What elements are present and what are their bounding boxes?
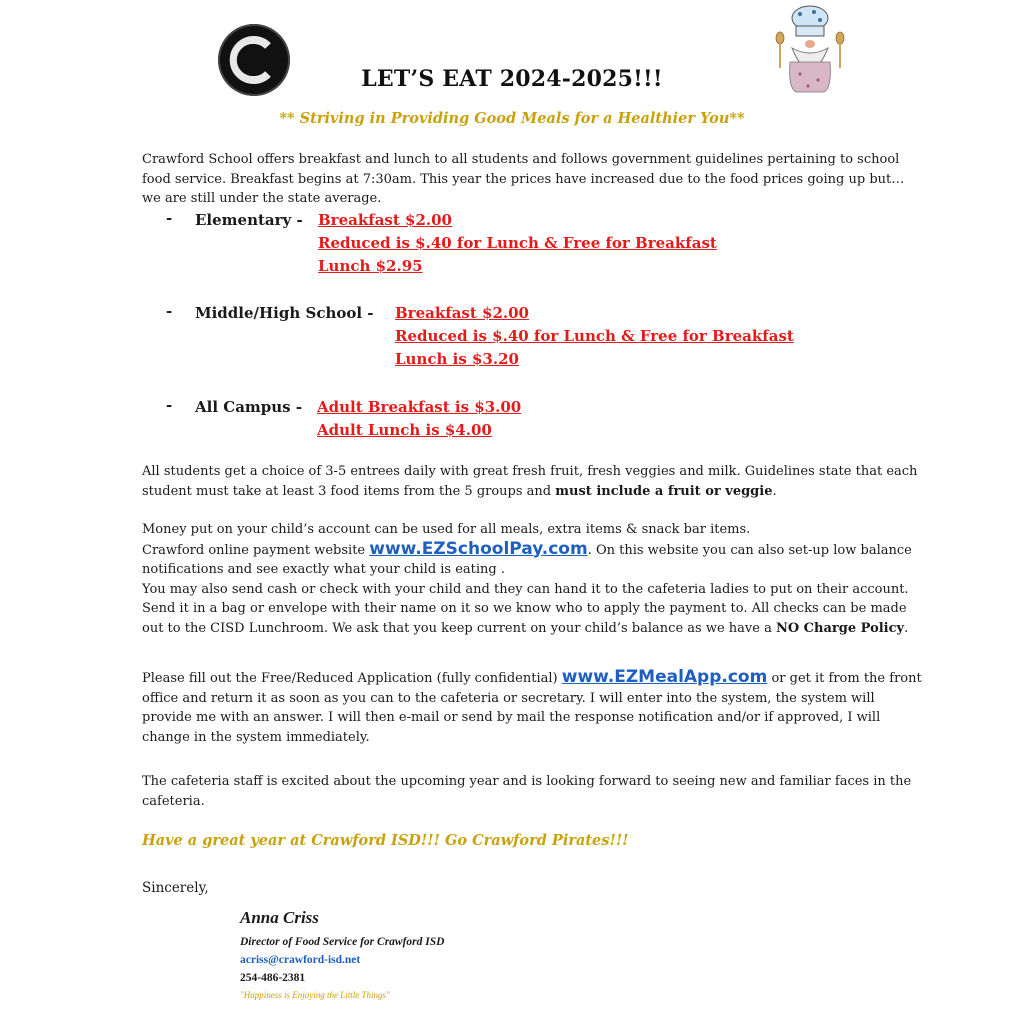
money-paragraph: Money put on your child’s account can be used for all meals, extra items & snack bar items. Crawford online payment website www.EZSchoolPay.com. On this website you can also set-up low balance notifications and see exactly what your child is eating . You may also send cash or check with your child and they can hand it to the cafeteria ladies to put on their account. Send it in a bag or envelope with their name on it so we know who to apply the payment to. All checks can be made out to the CISD Lunchroom. We ask that you keep current on your child’s balance as we have a NO Charge Policy. <box>142 522 912 636</box>
entrees-paragraph: All students get a choice of 3-5 entrees daily with great fresh fruit, fresh veggies and milk. Guidelines state that each student must take at least 3 food items from the 5 groups and must include a fruit or veggie. <box>142 464 918 499</box>
middle-high-prices <box>395 302 794 371</box>
price-line: Reduced is $.40 for Lunch & Free for Breakfast <box>395 327 794 345</box>
price-line: Reduced is $.40 for Lunch & Free for Breakfast <box>318 234 717 252</box>
price-line: Lunch is $3.20 <box>395 350 519 368</box>
price-line: Breakfast $2.00 <box>318 211 452 229</box>
list-bullet: - <box>166 302 173 320</box>
ezschoolpay-link[interactable]: www.EZSchoolPay.com <box>369 538 588 559</box>
staff-paragraph: The cafeteria staff is excited about the upcoming year and is looking forward to seeing new and familiar faces in the cafeteria. <box>142 774 912 809</box>
list-bullet: - <box>166 396 173 414</box>
intro-paragraph: Crawford School offers breakfast and lunch to all students and follows government guidelines pertaining to school food service. Breakfast begins at 7:30am. This year the prices have increased due to the food prices going up but…we are still under the state average. <box>142 152 905 206</box>
elementary-prices <box>318 209 717 278</box>
signature-title: Director of Food Service for Crawford ISD <box>240 936 445 948</box>
signature-phone: 254-486-2381 <box>240 972 306 984</box>
signature-email[interactable]: acriss@crawford-isd.net <box>240 954 361 966</box>
page-title: LET’S EAT 2024-2025!!! <box>361 66 663 92</box>
price-line: Adult Breakfast is $3.00 <box>317 398 522 416</box>
price-line: Adult Lunch is $4.00 <box>317 421 492 439</box>
signature-quote: "Happiness is Enjoying the Little Things" <box>240 990 390 1000</box>
middle-high-label: Middle/High School - <box>195 304 374 322</box>
price-line: Lunch $2.95 <box>318 257 423 275</box>
closing-line: Have a great year at Crawford ISD!!! Go Crawford Pirates!!! <box>142 832 629 849</box>
all-campus-label: All Campus - <box>195 398 303 416</box>
page-subtitle: ** Striving in Providing Good Meals for a Healthier You** <box>279 110 745 127</box>
list-bullet: - <box>166 209 173 227</box>
application-paragraph: Please fill out the Free/Reduced Application (fully confidential) www.EZMealApp.com or get it from the front office and return it as soon as you can to the cafeteria or secretary. I will enter into the system, the system will provide me with an answer. I will then e-mail or send by mail the response notification and/or if approved, I will change in the system immediately. <box>142 667 922 745</box>
all-campus-prices <box>317 396 521 442</box>
price-line: Breakfast $2.00 <box>395 304 529 322</box>
salutation: Sincerely, <box>142 880 209 896</box>
ezmealapp-link[interactable]: www.EZMealApp.com <box>561 667 768 687</box>
elementary-label: Elementary - <box>195 211 303 229</box>
signature-name: Anna Criss <box>240 908 319 927</box>
